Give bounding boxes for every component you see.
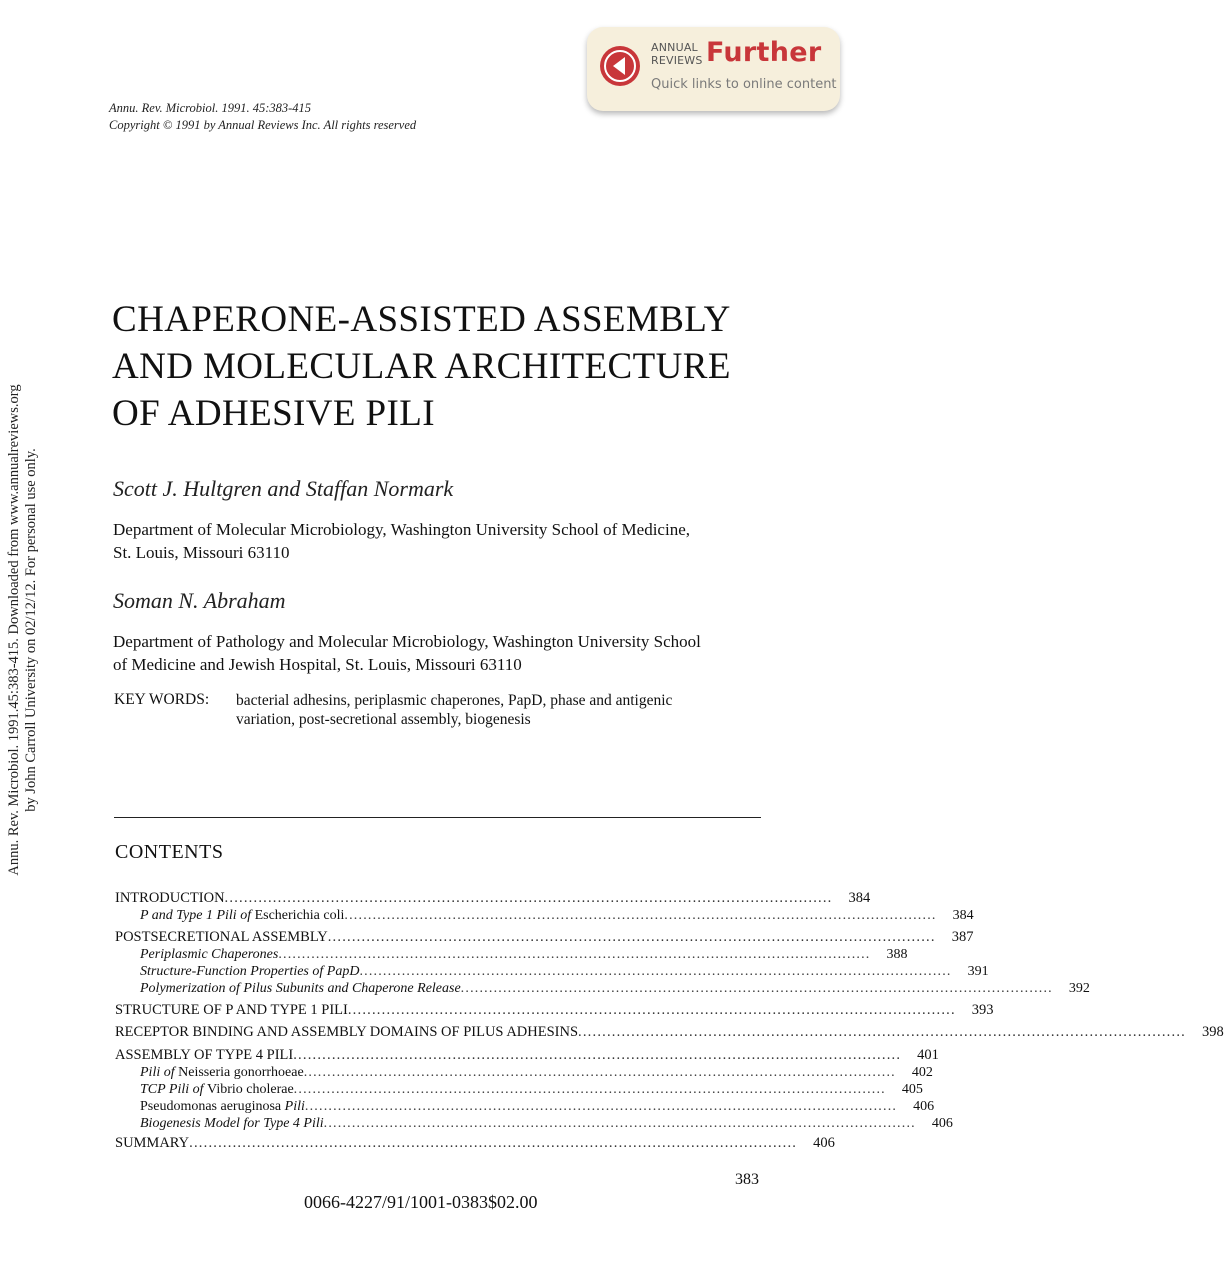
toc-label-species: Vibrio cholerae	[207, 1082, 294, 1097]
toc-leader: ..............................................................................................................................	[359, 964, 952, 979]
page-number: 383	[735, 1171, 759, 1188]
keywords	[236, 691, 672, 729]
affiliation-1-line-2: St. Louis, Missouri 63110	[113, 543, 290, 562]
further-badge[interactable]	[587, 27, 840, 111]
toc-entry-p-type1[interactable]	[140, 907, 974, 925]
keywords-line-2: variation, post-secretional assembly, biogenesis	[236, 711, 531, 728]
price-code: 0066-4227/91/1001-0383$02.00	[304, 1192, 538, 1212]
toc-page: 405	[901, 1082, 923, 1097]
citation-line-2: Copyright © 1991 by Annual Reviews Inc. All rights reserved	[109, 118, 417, 132]
toc-entry-biogenesis[interactable]	[140, 1115, 953, 1133]
toc-label: RECEPTOR BINDING AND ASSEMBLY DOMAINS OF PILUS ADHESINS	[115, 1024, 579, 1040]
citation-line-1: Annu. Rev. Microbiol. 1991. 45:383-415	[109, 101, 312, 115]
affiliation-1	[113, 518, 690, 564]
toc-page: 391	[967, 964, 989, 979]
toc-page: 402	[911, 1065, 933, 1080]
toc-page: 406	[913, 1099, 935, 1114]
badge-annual: ANNUAL	[651, 41, 698, 54]
affiliation-2-line-2: of Medicine and Jewish Hospital, St. Louis, Missouri 63110	[113, 655, 522, 674]
toc-page: 406	[931, 1116, 953, 1131]
toc-label-species: Pseudomonas aeruginosa	[140, 1099, 282, 1114]
toc-entry-neisseria[interactable]	[140, 1064, 933, 1082]
toc-page: 406	[813, 1135, 835, 1151]
toc-entry-papd[interactable]	[140, 963, 989, 981]
toc-label: TCP Pili of	[140, 1082, 208, 1097]
toc-entry-receptor[interactable]	[115, 1023, 1224, 1041]
toc-leader: ..............................................................................................................................	[327, 929, 936, 945]
toc-leader: ..............................................................................................................................	[578, 1024, 1186, 1040]
title-line-1: CHAPERONE-ASSISTED ASSEMBLY	[112, 299, 731, 340]
badge-quick-links[interactable]: Quick links to online content	[651, 77, 837, 92]
affiliation-2	[113, 630, 701, 676]
toc-label: STRUCTURE OF P AND TYPE 1 PILI	[115, 1002, 348, 1018]
toc-entry-polymerization[interactable]	[140, 980, 1090, 998]
toc-leader: ..............................................................................................................................	[293, 1047, 902, 1063]
toc-page: 398	[1201, 1024, 1224, 1040]
divider	[114, 817, 761, 818]
toc-entry-periplasmic[interactable]	[140, 946, 908, 964]
affiliation-1-line-1: Department of Molecular Microbiology, Washington University School of Medicine,	[113, 520, 690, 539]
toc-page: 384	[952, 908, 974, 923]
toc-label: Biogenesis Model for Type 4 Pili	[140, 1116, 324, 1131]
toc-page: 387	[951, 929, 974, 945]
toc-entry-type4[interactable]	[115, 1046, 939, 1064]
toc-label: ASSEMBLY OF TYPE 4 PILI	[115, 1047, 294, 1063]
toc-leader: ..............................................................................................................................	[303, 1065, 896, 1080]
toc-leader: ..............................................................................................................................	[460, 981, 1053, 996]
toc-entry-summary[interactable]	[115, 1134, 835, 1152]
download-note-line-1: Annu. Rev. Microbiol. 1991.45:383-415. Downloaded from www.annualreviews.org	[6, 384, 22, 876]
download-note	[6, 340, 40, 920]
badge-further: Further	[706, 37, 822, 68]
toc-leader: ..............................................................................................................................	[347, 1002, 956, 1018]
toc-label: Structure-Function Properties of PapD	[140, 964, 360, 979]
toc-page: 384	[848, 890, 871, 906]
toc-leader: ..............................................................................................................................	[304, 1099, 898, 1114]
keywords-label: KEY WORDS:	[114, 691, 210, 708]
toc-label-species: Neisseria gonorrhoeae	[178, 1065, 304, 1080]
toc-label: Pili	[281, 1099, 305, 1114]
back-arrow-icon	[599, 45, 641, 87]
toc-entry-postsecretional[interactable]	[115, 928, 974, 946]
toc-leader: ..............................................................................................................................	[278, 947, 871, 962]
toc-page: 401	[917, 1047, 939, 1063]
author-names-1: Scott J. Hultgren and Staffan Normark	[113, 476, 454, 501]
article-title	[112, 296, 731, 437]
toc-entry-pseudomonas[interactable]	[140, 1098, 935, 1116]
toc-entry-introduction[interactable]	[115, 889, 871, 907]
toc-label: Polymerization of Pilus Subunits and Chaperone Release	[140, 981, 461, 996]
toc-leader: ..............................................................................................................................	[189, 1135, 798, 1151]
citation	[109, 100, 416, 134]
toc-label: SUMMARY	[115, 1135, 190, 1151]
toc-label-species: Escherichia coli	[254, 908, 345, 923]
toc-label: POSTSECRETIONAL ASSEMBLY	[115, 929, 328, 945]
toc-leader: ..............................................................................................................................	[323, 1116, 916, 1131]
author-names-2: Soman N. Abraham	[113, 588, 286, 613]
toc-entry-vibrio[interactable]	[140, 1081, 923, 1099]
toc-page: 393	[971, 1002, 994, 1018]
toc-label: Periplasmic Chaperones	[140, 947, 279, 962]
toc-page: 388	[886, 947, 908, 962]
badge-reviews: REVIEWS	[651, 54, 703, 67]
title-line-3: OF ADHESIVE PILI	[112, 393, 435, 434]
toc-label: Pili of	[140, 1065, 179, 1080]
title-line-2: AND MOLECULAR ARCHITECTURE	[112, 346, 731, 387]
toc-entry-structure[interactable]	[115, 1001, 994, 1019]
affiliation-2-line-1: Department of Pathology and Molecular Microbiology, Washington University School	[113, 632, 701, 651]
download-note-line-2: by John Carroll University on 02/12/12. For personal use only.	[23, 448, 39, 812]
contents-heading: CONTENTS	[115, 841, 224, 863]
toc-leader: ..............................................................................................................................	[344, 908, 937, 923]
toc-label: P and Type 1 Pili of	[140, 908, 255, 923]
keywords-line-1: bacterial adhesins, periplasmic chaperones, PapD, phase and antigenic	[236, 692, 673, 709]
toc-label: INTRODUCTION	[115, 890, 225, 906]
toc-leader: ..............................................................................................................................	[293, 1082, 886, 1097]
badge-annual-reviews	[651, 41, 703, 67]
toc-leader: ..............................................................................................................................	[224, 890, 833, 906]
toc-page: 392	[1068, 981, 1090, 996]
